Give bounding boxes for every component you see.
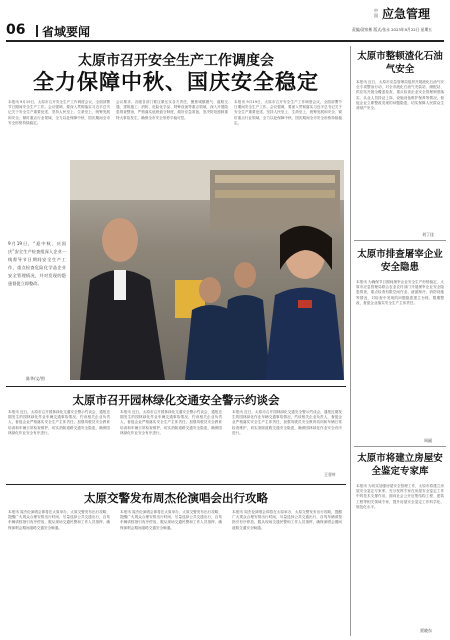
- lead-kicker: 太原市召开安全生产工作调度会: [78, 53, 274, 69]
- lead-headline: 全力保障中秋、国庆安全稳定: [33, 70, 319, 94]
- masthead-logo: 应急管理: [382, 7, 431, 21]
- photo-caption: 9月19日，“迎中秋、庆国庆”安全生产检查组深入企业一线督导节日期间安全生产工作，重点检查危险化学品企业安全管理情况，并对发现的隐患督促立即整改。: [8, 241, 66, 286]
- sidebar-divider: [350, 46, 351, 636]
- article2-headline: 太原市召开园林绿化交通安全警示约谈会: [72, 393, 280, 407]
- sidebar-a2-credit: 周副: [424, 438, 432, 443]
- header-divider: [36, 25, 38, 37]
- sidebar-a1-body: 本报讯 近日，太原市应急管理局组织开展液化石油气安全专项整治行动，对全市液化石油气充装站、储配站、供应站开展全覆盖检查，重点检查企业安全管理制度落实、从业人员持证上岗、设施设备维护保养等情况，督促企业立即整改发现的问题隐患，切实保障人民群众生命财产安全。: [356, 80, 444, 111]
- article3-body-col-2: 本报讯 周杰伦演唱会即将在太原举办，太原交警发布出行攻略，提醒广大观众合理安排出行时间，尽量选择公共交通出行，自驾车辆请按指引有序停放，服从现场交通民警和工作人员指挥，确保演唱会期间道路交通安全畅通。: [120, 510, 222, 530]
- sidebar-a1-credit: 刘丁佳: [422, 232, 434, 237]
- sidebar-a1-headline: 太原市整顿渣化石油气安全: [357, 51, 443, 75]
- article3-headline: 太原交警发布周杰伦演唱会出行攻略: [84, 491, 268, 505]
- section-rule-2: [6, 484, 346, 485]
- page-number: 06: [6, 22, 26, 38]
- section-rule-1: [6, 386, 346, 387]
- lead-body-col-3: 本报讯 9月19日，太原市召开安全生产工作调度会议，全面部署节日期间安全生产工作。会议强调，要深入贯彻落实习近平总书记关于安全生产重要论述，坚持人民至上、生命至上，统筹发展和安全，紧盯重点行业领域，全力以赴保障中秋、国庆期间全市安全形势持续稳定。: [234, 100, 342, 125]
- caption-credit: 陈华/文/图: [26, 376, 45, 381]
- sidebar-a2-body: 本报讯 为确保节日期间屠宰企业安全生产形势稳定，太原市应急管理局联合农业农村部门开展屠宰企业安全隐患排查，重点检查有限空间作业、液氨制冷、消防设施等情况，对检查中发现的问题隐患建立台账、限期整改，督促企业落实安全生产主体责任。: [356, 280, 444, 305]
- article3-body-col-3: 本报讯 周杰伦演唱会即将在太原举办，太原交警发布出行攻略，提醒广大观众合理安排出行时间，尽量选择公共交通出行，自驾车辆请按指引有序停放，服从现场交通民警和工作人员指挥，确保演唱会期间道路交通安全畅通。: [232, 510, 342, 530]
- lead-body-col-2: 会议要求，各级各部门要压紧压实各方责任，聚焦城镇燃气、道路交通、建筑施工、消防、危险化学品、特种设备等重点领域，深入开展隐患排查整治，严格落实值班值守制度，做好应急准备，坚决防范遏制重特大事故发生，确保全市安全形势平稳可控。: [116, 100, 228, 120]
- sidebar-a2-headline: 太原市排查屠宰企业安全隐患: [357, 249, 443, 273]
- article3-body-col-1: 本报讯 周杰伦演唱会即将在太原举办，太原交警发布出行攻略，提醒广大观众合理安排出行时间，尽量选择公共交通出行，自驾车辆请按指引有序停放，服从现场交通民警和工作人员指挥，确保演唱会期间道路交通安全畅通。: [8, 510, 110, 530]
- article2-body-col-2: 本报讯 近日，太原市召开园林绿化交通安全警示约谈会，通报近期发生的园林绿化作业车辆交通事故情况，约谈相关企业负责人，督促企业严格落实安全生产主体责任，加强驾驶员安全教育培训和车辆日常检查维护，切实消除道路交通安全隐患，确保园林绿化作业安全有序进行。: [120, 410, 222, 435]
- masthead-logo-small: 中国: [374, 8, 378, 18]
- article2-credit: 王晋叶: [324, 472, 336, 477]
- sidebar-a3-credit: 贾晓东: [420, 628, 432, 633]
- sidebar-rule-2: [354, 446, 446, 447]
- section-title: 省域要闻: [42, 25, 91, 39]
- lead-body-col-1: 本报讯 9月19日，太原市召开安全生产工作调度会议，全面部署节日期间安全生产工作。会议强调，要深入贯彻落实习近平总书记关于安全生产重要论述，坚持人民至上、生命至上，统筹发展和安全，紧盯重点行业领域，全力以赴保障中秋、国庆期间全市安全形势持续稳定。: [8, 100, 110, 125]
- sidebar-rule-1: [354, 240, 446, 241]
- sidebar-a3-headline: 太原市将建立房屋安全鉴定专家库: [357, 453, 443, 477]
- sidebar-a3-body: 本报讯 为切实加强房屋安全管理工作，太原市将建立房屋安全鉴定专家库，充分发挥专家在房屋安全鉴定工作中的技术支撑作用，面向社会公开征集结构工程、建筑工程等相关领域专家，提升房屋安全鉴定工作科学化、规范化水平。: [356, 484, 444, 509]
- lead-photo: [70, 160, 344, 380]
- header-rule: [6, 40, 444, 42]
- meta-line: 责编/贺泉彬 版式/张永 2023年9月22日 星期五: [352, 27, 433, 32]
- article2-body-col-1: 本报讯 近日，太原市召开园林绿化交通安全警示约谈会，通报近期发生的园林绿化作业车辆交通事故情况，约谈相关企业负责人，督促企业严格落实安全生产主体责任，加强驾驶员安全教育培训和车辆日常检查维护，切实消除道路交通安全隐患，确保园林绿化作业安全有序进行。: [8, 410, 110, 435]
- article2-body-col-3: 本报讯 近日，太原市召开园林绿化交通安全警示约谈会，通报近期发生的园林绿化作业车辆交通事故情况，约谈相关企业负责人，督促企业严格落实安全生产主体责任，加强驾驶员安全教育培训和车辆日常检查维护，切实消除道路交通安全隐患，确保园林绿化作业安全有序进行。: [232, 410, 342, 435]
